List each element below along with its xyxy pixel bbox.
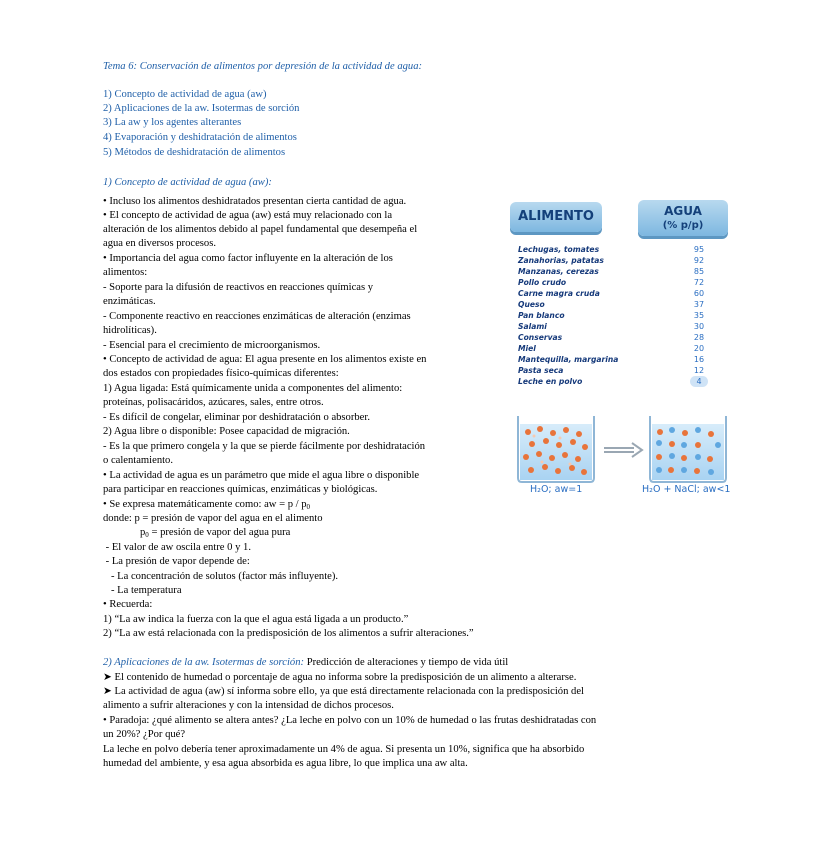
beakers-illustration <box>512 412 734 484</box>
section1-line: alimentos: <box>103 267 148 278</box>
section1-line: • La actividad de agua es un parámetro que mide el agua libre o disponible <box>103 470 420 481</box>
section2-heading-rest: Predicción de alteraciones y tiempo de vida útil <box>304 657 509 668</box>
donde-line: donde: p = presión de vapor del agua en el alimento <box>103 513 323 524</box>
toc-item-2: 2) Aplicaciones de la aw. Isotermas de sorción <box>103 103 300 114</box>
table-food: Pasta seca <box>518 366 564 375</box>
table-food: Queso <box>518 300 545 309</box>
toc-item-3: 3) La aw y los agentes alterantes <box>103 117 242 128</box>
section1-line: 1) “La aw indica la fuerza con la que el agua está ligada a un producto.” <box>103 614 409 625</box>
formula-subscript: 0 <box>306 503 311 511</box>
table-row <box>518 266 728 277</box>
formula-text: • Se expresa matemáticamente como: aw = p / p <box>103 499 307 510</box>
document-title: Tema 6: Conservación de alimentos por depresión de la actividad de agua: <box>103 61 423 72</box>
table-value: 12 <box>693 366 705 375</box>
section1-line: - La temperatura <box>103 585 182 596</box>
toc-item-4: 4) Evaporación y deshidratación de alimentos <box>103 132 297 143</box>
beakers-figure <box>512 412 734 500</box>
table-row <box>518 288 728 299</box>
section1-line: - El valor de aw oscila entre 0 y 1. <box>103 542 251 553</box>
section1-line: - Esencial para el crecimiento de microorganismos. <box>103 340 321 351</box>
table-row <box>518 365 728 376</box>
table-value: 28 <box>693 333 705 342</box>
section2-line: ➤ El contenido de humedad o porcentaje de agua no informa sobre la predisposición de un alimento a alterarse. <box>103 672 577 683</box>
table-food: Leche en polvo <box>518 377 583 386</box>
section1-line: - Es la que primero congela y la que se pierde fácilmente por deshidratación <box>103 441 426 452</box>
section2-heading-line <box>103 656 508 670</box>
section1-line: • Recuerda: <box>103 599 153 610</box>
beaker-left <box>518 416 594 482</box>
section1-line: o calentamiento. <box>103 455 174 466</box>
section1-heading: 1) Concepto de actividad de agua (aw): <box>103 177 272 188</box>
table-value: 4 <box>690 376 708 387</box>
table-row <box>518 376 728 387</box>
section1-line: - Componente reactivo en reacciones enzimáticas de alteración (enzimas <box>103 311 411 322</box>
table-header-water-title: AGUA <box>664 204 702 218</box>
beaker-right-caption: H₂O + NaCl; aw<1 <box>642 484 731 495</box>
table-food: Pan blanco <box>518 311 565 320</box>
table-row <box>518 343 728 354</box>
table-value: 60 <box>693 289 705 298</box>
table-food: Conservas <box>518 333 563 342</box>
table-row <box>518 321 728 332</box>
table-row <box>518 299 728 310</box>
section2-line: La leche en polvo debería tener aproximadamente un 4% de agua. Si presenta un 10%, significa que ha absorbido <box>103 744 585 755</box>
section2-heading: 2) Aplicaciones de la aw. Isotermas de sorción: <box>103 657 305 668</box>
table-row <box>518 277 728 288</box>
p0-line <box>140 526 290 542</box>
table-value: 72 <box>693 278 705 287</box>
toc-item-1: 1) Concepto de actividad de agua (aw) <box>103 89 267 100</box>
section2-line: humedad del ambiente, y esa agua absorbida es agua libre, lo que implica una aw alta. <box>103 758 468 769</box>
table-row <box>518 244 728 255</box>
table-value: 16 <box>693 355 705 364</box>
table-food: Lechugas, tomates <box>518 245 600 254</box>
table-food: Mantequilla, margarina <box>518 355 619 364</box>
section1-line: agua en diversos procesos. <box>103 238 216 249</box>
table-food: Pollo crudo <box>518 278 567 287</box>
p0-subscript: 0 <box>145 531 149 539</box>
table-value: 37 <box>693 300 705 309</box>
table-food: Salami <box>518 322 547 331</box>
section1-line: - La concentración de solutos (factor más influyente). <box>103 571 339 582</box>
section1-line: - Es difícil de congelar, eliminar por deshidratación o absorber. <box>103 412 370 423</box>
section1-line: 1) Agua ligada: Está químicamente unida a componentes del alimento: <box>103 383 403 394</box>
table-value: 92 <box>693 256 705 265</box>
table-food: Zanahorias, patatas <box>518 256 604 265</box>
beaker-left-caption: H₂O; aw=1 <box>530 484 583 495</box>
section1-line: proteínas, polisacáridos, azúcares, sales, entre otros. <box>103 397 324 408</box>
section1-line: dos estados con propiedades físico-químicas diferentes: <box>103 368 339 379</box>
section2-line: un 20%? ¿Por qué? <box>103 729 186 740</box>
section1-line: hidrolíticas). <box>103 325 157 336</box>
table-value: 30 <box>693 322 705 331</box>
section1-line: • El concepto de actividad de agua (aw) está muy relacionado con la <box>103 210 393 221</box>
section2-line: • Paradoja: ¿qué alimento se altera antes? ¿La leche en polvo con un 10% de humedad o las frutas deshidratadas con <box>103 715 597 726</box>
water-content-table <box>510 200 728 395</box>
table-header-water-unit: (% p/p) <box>662 220 704 231</box>
section1-line: 2) “La aw está relacionada con la predisposición de los alimentos a sufrir alteraciones.” <box>103 628 474 639</box>
table-value: 20 <box>693 344 705 353</box>
section1-line: alteración de los alimentos debido al papel fundamental que desempeña el <box>103 224 418 235</box>
table-row <box>518 332 728 343</box>
table-value: 95 <box>693 245 705 254</box>
section1-line: enzimáticas. <box>103 296 156 307</box>
section1-line: - La presión de vapor depende de: <box>103 556 250 567</box>
section1-line: para participar en reacciones químicas, enzimáticas y biológicas. <box>103 484 378 495</box>
table-row <box>518 354 728 365</box>
table-header-food: ALIMENTO <box>510 202 602 232</box>
section2-line: ➤ La actividad de agua (aw) sí informa sobre ello, ya que está directamente relacionada con la predisposición del <box>103 686 584 697</box>
table-header-water <box>638 200 728 236</box>
p0-symbol: p <box>140 527 146 538</box>
table-value: 85 <box>693 267 705 276</box>
section2-line: alimento a sufrir alteraciones y con la intensidad de dichos procesos. <box>103 700 394 711</box>
table-value: 35 <box>693 311 705 320</box>
p0-definition: = presión de vapor del agua pura <box>148 527 291 538</box>
beaker-right <box>650 416 726 482</box>
table-food: Manzanas, cerezas <box>518 267 599 276</box>
section1-line: • Concepto de actividad de agua: El agua presente en los alimentos existe en <box>103 354 427 365</box>
section1-line: - Soporte para la difusión de reactivos en reacciones químicas y <box>103 282 374 293</box>
toc-item-5: 5) Métodos de deshidratación de alimentos <box>103 147 286 158</box>
section1-line: • Importancia del agua como factor influyente en la alteración de los <box>103 253 393 264</box>
section1-line: • Incluso los alimentos deshidratados presentan cierta cantidad de agua. <box>103 196 407 207</box>
table-food: Carne magra cruda <box>518 289 600 298</box>
table-row <box>518 255 728 266</box>
table-food: Miel <box>518 344 536 353</box>
table-row <box>518 310 728 321</box>
arrow-icon <box>604 443 642 457</box>
section1-line: 2) Agua libre o disponible: Posee capacidad de migración. <box>103 426 350 437</box>
